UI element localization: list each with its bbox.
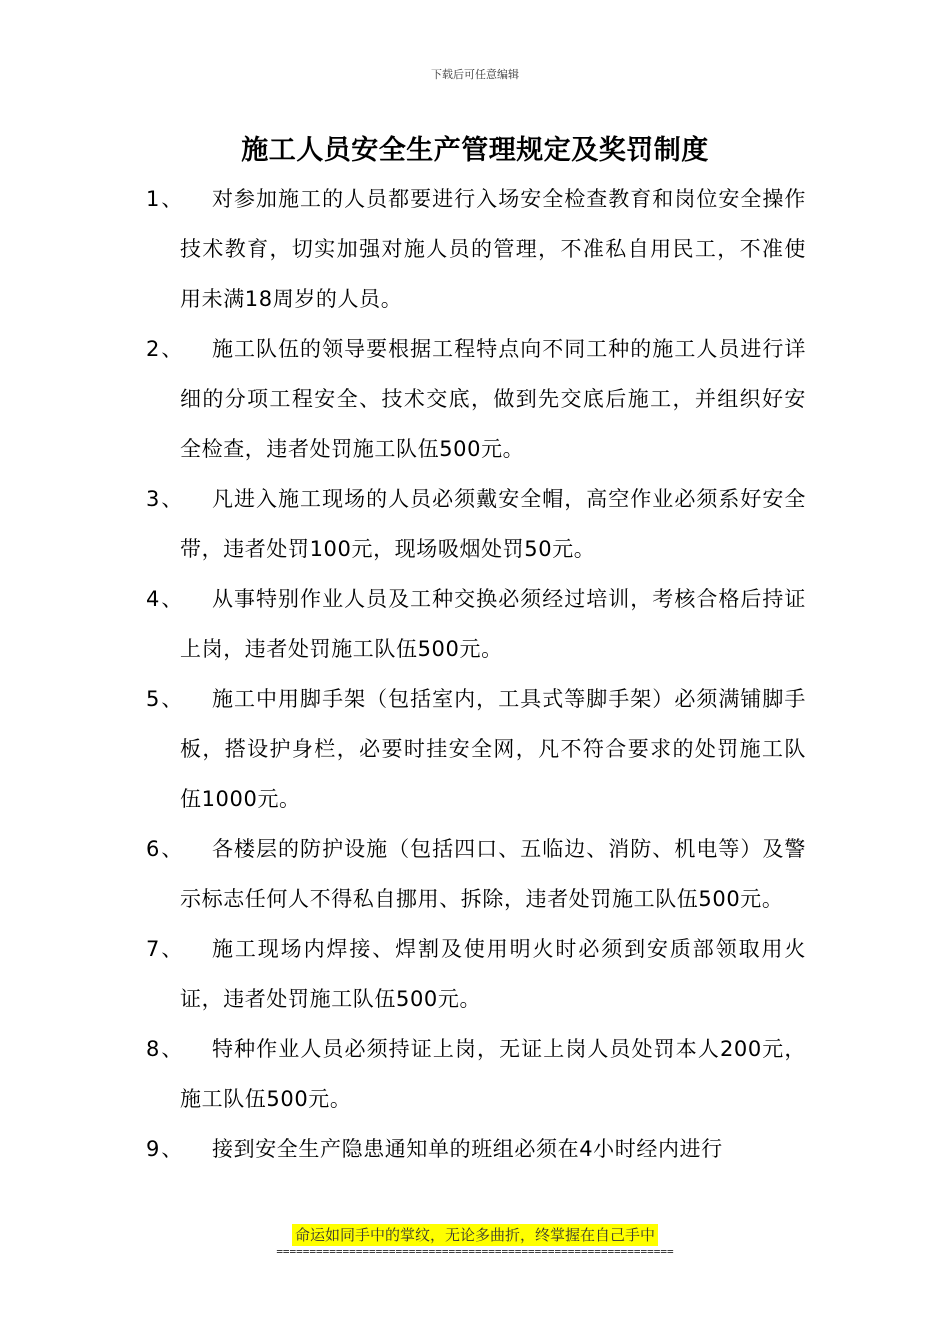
rule-number: 6、 <box>146 837 185 861</box>
rule-item-5 <box>0 674 950 824</box>
rule-number: 9、 <box>146 1137 185 1161</box>
footer-divider: ============================================================ <box>276 1245 674 1258</box>
rule-number: 4、 <box>146 587 185 611</box>
page-footer <box>0 1224 950 1246</box>
rule-text: 从事特别作业人员及工种交换必须经过培训，考核合格后持证上岗，违者处罚施工队伍500元。 <box>180 587 806 661</box>
rule-item-7 <box>0 924 950 1024</box>
rule-text: 凡进入施工现场的人员必须戴安全帽，高空作业必须系好安全带，违者处罚100元，现场吸烟处罚50元。 <box>180 487 806 561</box>
document-title: 施工人员安全生产管理规定及奖罚制度 <box>241 135 709 166</box>
rule-text: 施工现场内焊接、焊割及使用明火时必须到安质部领取用火证，违者处罚施工队伍500元。 <box>180 937 806 1011</box>
rule-number: 2、 <box>146 337 185 361</box>
rule-text: 施工中用脚手架（包括室内，工具式等脚手架）必须满铺脚手板，搭设护身栏，必要时挂安全网，凡不符合要求的处罚施工队伍1000元。 <box>180 687 806 811</box>
rule-number: 5、 <box>146 687 185 711</box>
rule-text: 对参加施工的人员都要进行入场安全检查教育和岗位安全操作技术教育，切实加强对施人员的管理，不准私自用民工，不准使用未满18周岁的人员。 <box>180 187 806 311</box>
rule-item-8 <box>0 1024 950 1124</box>
rule-number: 8、 <box>146 1037 185 1061</box>
rule-number: 7、 <box>146 937 185 961</box>
rule-item-1 <box>0 174 950 324</box>
rule-item-6 <box>0 824 950 924</box>
rule-text: 接到安全生产隐患通知单的班组必须在4小时经内进行 <box>212 1137 723 1161</box>
rule-text: 各楼层的防护设施（包括四口、五临边、消防、机电等）及警示标志任何人不得私自挪用、拆除，违者处罚施工队伍500元。 <box>180 837 806 911</box>
rule-item-3 <box>0 474 950 574</box>
footer-motto: 命运如同手中的掌纹，无论多曲折，终掌握在自己手中 <box>292 1224 658 1246</box>
rule-item-4 <box>0 574 950 674</box>
page-header-note: 下载后可任意编辑 <box>431 68 519 81</box>
rule-item-2 <box>0 324 950 474</box>
rule-number: 3、 <box>146 487 185 511</box>
rule-number: 1、 <box>146 187 185 211</box>
rules-list <box>0 174 950 1174</box>
rule-text: 施工队伍的领导要根据工程特点向不同工种的施工人员进行详细的分项工程安全、技术交底，做到先交底后施工，并组织好安全检查，违者处罚施工队伍500元。 <box>180 337 806 461</box>
rule-item-9 <box>0 1124 950 1174</box>
rule-text: 特种作业人员必须持证上岗，无证上岗人员处罚本人200元，施工队伍500元。 <box>180 1037 806 1111</box>
